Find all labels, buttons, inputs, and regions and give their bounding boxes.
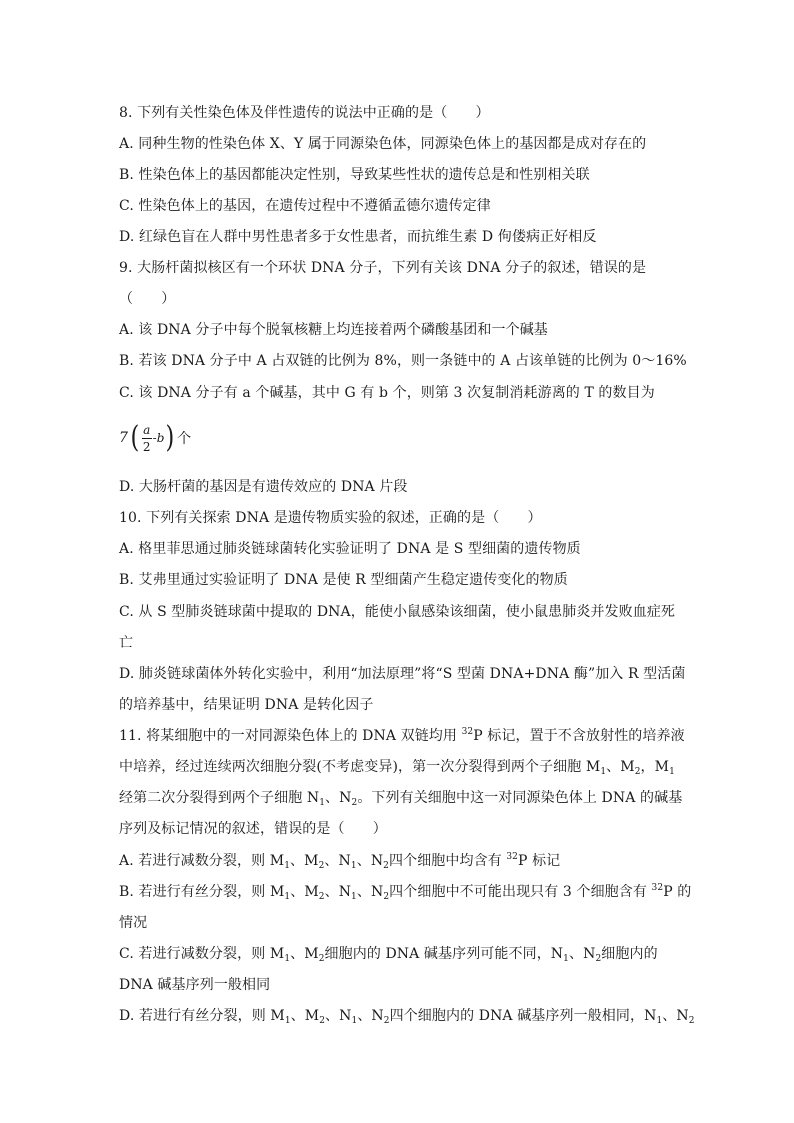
question-9-option-c: C. 该 DNA 分子有 a 个碱基，其中 G 有 b 个，则第 3 次复制消耗游离的 T 的数目为: [119, 385, 655, 401]
formula-minus-b: -b: [152, 431, 165, 445]
formula-unit: 个: [177, 431, 192, 447]
question-8-option-c: C. 性染色体上的基因，在遗传过程中不遵循孟德尔遗传定律: [119, 198, 491, 214]
question-11-option-b-line1: B. 若进行有丝分裂，则 $M_1$、$M_2$、$N_1$、$N_2$四个细胞中不可能出现只有 3 个细胞含有 $^{32}$P 的: [119, 883, 692, 902]
question-11-stem-line1: 11. 将某细胞中的一对同源染色体上的 DNA 双链均用 $^{32}$P 标记，置于不含放射性的培养液: [119, 727, 685, 744]
question-11-stem-line4: 序列及标记情况的叙述，错误的是（ ）: [119, 821, 387, 837]
question-8-option-b: B. 性染色体上的基因都能决定性别，导致某些性状的遗传总是和性别相关联: [119, 167, 590, 183]
question-9-stem-blank: （ ）: [119, 291, 176, 307]
formula-right-paren: ): [165, 420, 175, 455]
question-10-option-d-line2: 的培养基中，结果证明 DNA 是转化因子: [119, 697, 374, 713]
question-9-formula: [119, 418, 191, 458]
question-11-stem-line3: 经第二次分裂得到两个子细胞 $N_1$、$N_2$。下列有关细胞中这一对同源染色体上 DNA 的碱基: [119, 790, 683, 808]
question-11-option-c-line2: DNA 碱基序列一般相同: [119, 977, 271, 993]
question-10-option-b: B. 艾弗里通过实验证明了 DNA 是使 R 型细菌产生稳定遗传变化的物质: [119, 572, 568, 588]
question-8-option-a: A. 同种生物的性染色体 X、Y 属于同源染色体，同源染色体上的基因都是成对存在的: [119, 136, 647, 152]
formula-left-paren: (: [130, 420, 140, 455]
question-10-option-c-line1: C. 从 S 型肺炎链球菌中提取的 DNA，能使小鼠感染该细菌，使小鼠患肺炎并发败血症死: [119, 604, 676, 620]
question-11-option-c-line1: C. 若进行减数分裂，则 $M_1$、$M_2$细胞内的 DNA 碱基序列可能不同，$N_1$、$N_2$细胞内的: [119, 946, 658, 964]
question-10-option-d-line1: D. 肺炎链球菌体外转化实验中，利用“加法原理”将“S 型菌 DNA+DNA 酶”加入 R 型活菌: [119, 666, 686, 682]
question-11-option-b-line2: 情况: [119, 915, 148, 931]
question-9-stem: 9. 大肠杆菌拟核区有一个环状 DNA 分子，下列有关该 DNA 分子的叙述，错误的是: [119, 260, 647, 276]
question-8-option-d: D. 红绿色盲在人群中男性患者多于女性患者，而抗维生素 D 佝偻病正好相反: [119, 229, 597, 245]
question-11-option-d-line1: D. 若进行有丝分裂，则 $M_1$、$M_2$、$N_1$、$N_2$四个细胞内的 DNA 碱基序列一般相同，$N_1$、$N_2$: [119, 1008, 695, 1026]
question-10-stem: 10. 下列有关探索 DNA 是遗传物质实验的叙述，正确的是（ ）: [119, 510, 542, 526]
question-10-option-a: A. 格里菲思通过肺炎链球菌转化实验证明了 DNA 是 S 型细菌的遗传物质: [119, 541, 581, 557]
question-10-option-c-line2: 亡: [119, 635, 134, 651]
question-9-option-a: A. 该 DNA 分子中每个脱氧核糖上均连接着两个磷酸基团和一个碱基: [119, 322, 548, 338]
formula-coefficient: 7: [119, 430, 128, 446]
formula-denominator: 2: [142, 439, 151, 454]
question-9-option-b: B. 若该 DNA 分子中 A 占双链的比例为 8%，则一条链中的 A 占该单链的比例为 0～16%: [119, 353, 687, 369]
question-11-stem-line2: 中培养，经过连续两次细胞分裂(不考虑变异)，第一次分裂得到两个子细胞 $M_1$、$M_2$，$M_1$: [119, 759, 675, 777]
formula-fraction-bar: [142, 438, 152, 439]
question-8-stem: 8. 下列有关性染色体及伴性遗传的说法中正确的是（ ）: [119, 105, 490, 121]
formula-numerator: a: [143, 422, 151, 437]
question-9-option-d: D. 大肠杆菌的基因是有遗传效应的 DNA 片段: [119, 479, 408, 495]
question-11-option-a: A. 若进行减数分裂，则 $M_1$、$M_2$、$N_1$、$N_2$四个细胞中均含有 $^{32}$P 标记: [119, 852, 561, 871]
formula-fraction: [142, 423, 152, 454]
